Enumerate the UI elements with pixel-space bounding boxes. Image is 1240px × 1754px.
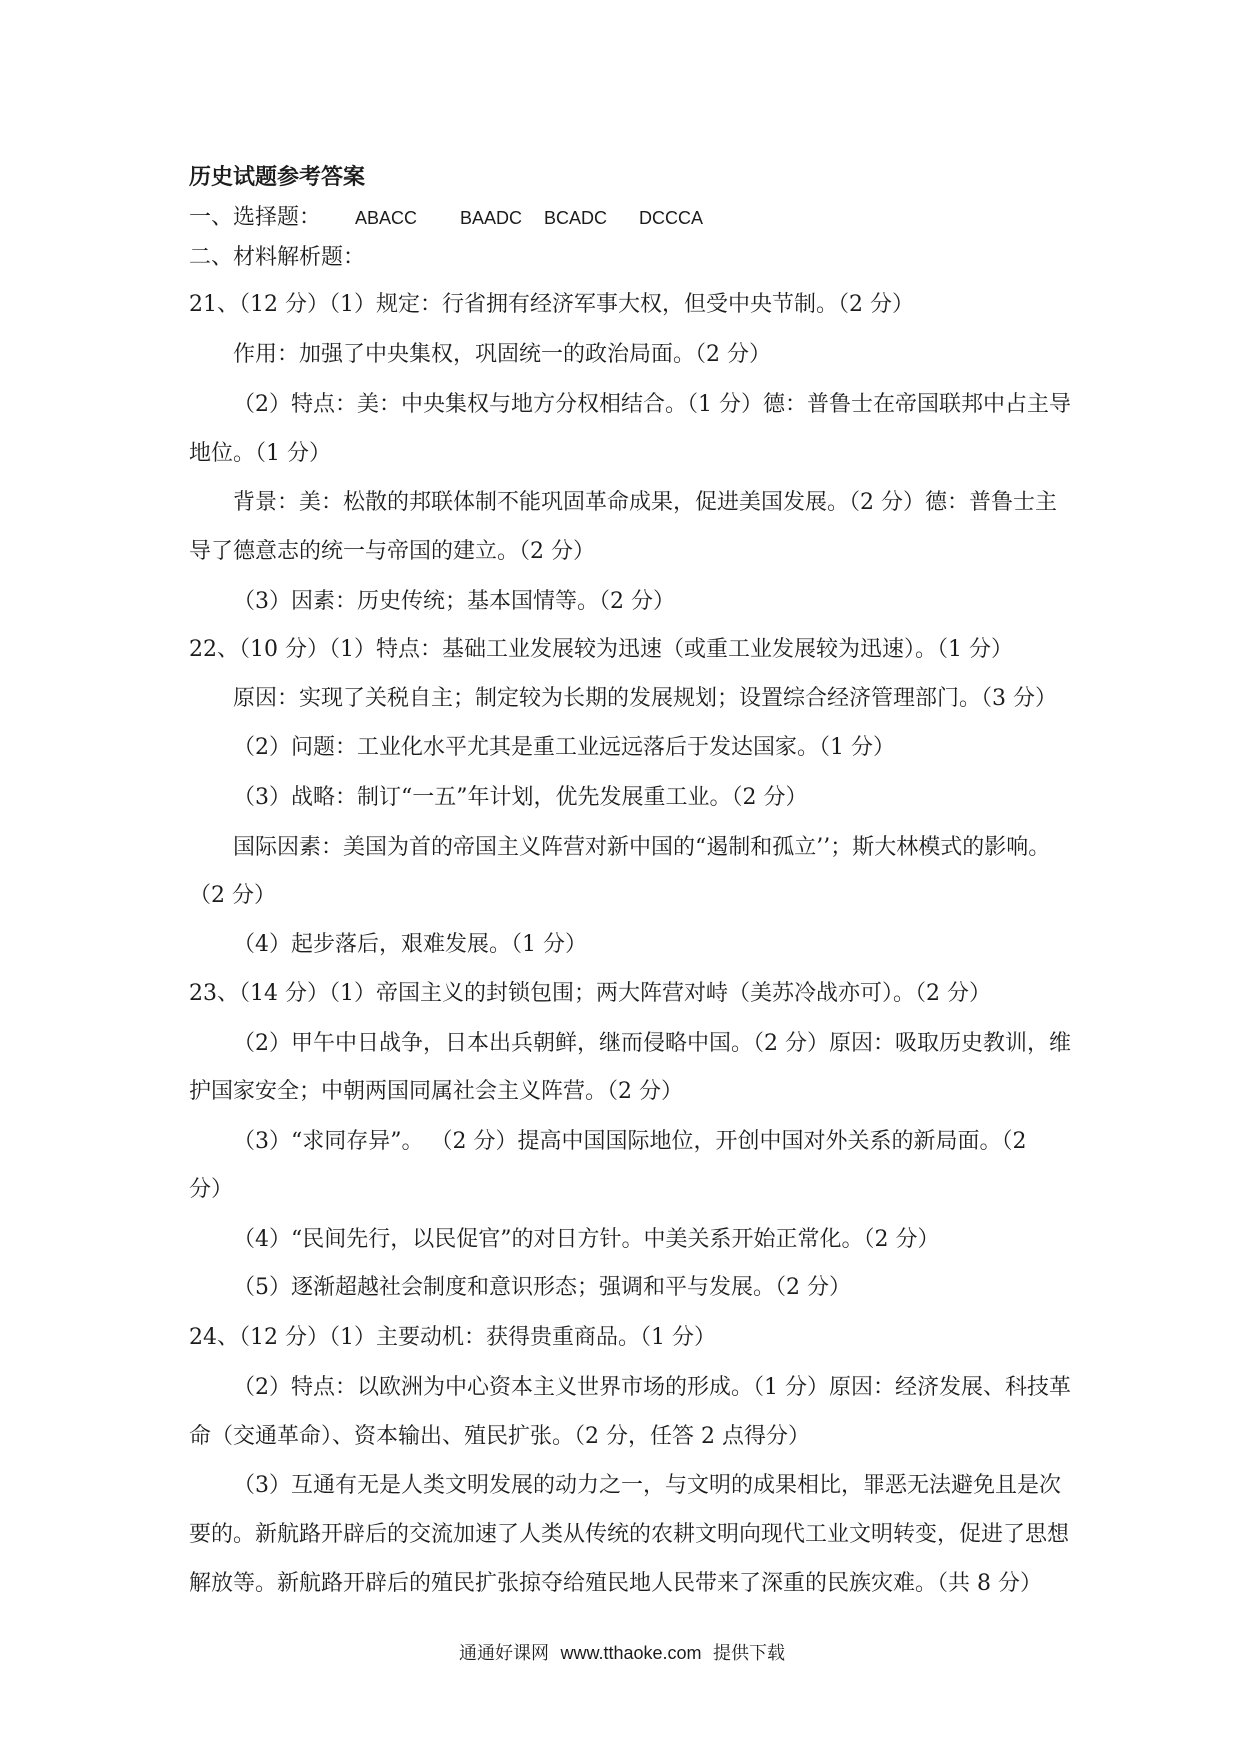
answer-line: （2）特点：美：中央集权与地方分权相结合。（1 分）德：普鲁士在帝国联邦中占主导	[233, 392, 1071, 417]
mcq-answer-group-1: ABACC	[355, 208, 418, 228]
answer-line: 24、（12 分）（1）主要动机：获得贵重商品。（1 分）	[189, 1325, 716, 1350]
answer-line: 原因：实现了关税自主；制定较为长期的发展规划；设置综合经济管理部门。（3 分）	[233, 686, 1057, 711]
page-footer	[302, 1641, 942, 1665]
answer-line: （3）因素：历史传统；基本国情等。（2 分）	[233, 589, 675, 614]
section-heading: 二、材料解析题：	[189, 245, 366, 270]
answer-line: （3）互通有无是人类文明发展的动力之一，与文明的成果相比，罪恶无法避免且是次	[233, 1473, 1061, 1498]
mcq-label: 一、选择题：	[189, 205, 322, 230]
answer-line: 作用：加强了中央集权，巩固统一的政治局面。（2 分）	[233, 342, 771, 367]
footer-download-note: 提供下载	[712, 1643, 785, 1664]
mcq-answer-group-4: DCCCA	[639, 208, 704, 228]
answer-line: （4）起步落后，艰难发展。（1 分）	[233, 932, 587, 957]
answer-line: （2）甲午中日战争，日本出兵朝鲜，继而侵略中国。（2 分）原因：吸取历史教训，维	[233, 1031, 1071, 1056]
answer-line: 命（交通革命）、资本输出、殖民扩张。（2 分，任答 2 点得分）	[189, 1424, 810, 1449]
answer-line: 导了德意志的统一与帝国的建立。（2 分）	[189, 539, 595, 564]
answer-line: 要的。新航路开辟后的交流加速了人类从传统的农耕文明向现代工业文明转变，促进了思想	[189, 1522, 1070, 1547]
answer-line: （3）战略：制订“一五”年计划，优先发展重工业。（2 分）	[233, 785, 808, 810]
answer-line: 22、（10 分）（1）特点：基础工业发展较为迅速（或重工业发展较为迅速）。（1 分）	[189, 637, 1013, 662]
answer-line: 护国家安全；中朝两国同属社会主义阵营。（2 分）	[189, 1079, 683, 1104]
answer-line: 分）	[189, 1177, 234, 1202]
page-title: 历史试题参考答案	[189, 164, 366, 190]
answer-line: （3）“求同存异”。 （2 分）提高中国国际地位，开创中国对外关系的新局面。（2	[233, 1129, 1027, 1154]
footer-site-name: 通通好课网	[459, 1643, 550, 1664]
mcq-answer-group-2: BAADC	[460, 208, 523, 228]
mcq-answer-group-3: BCADC	[544, 208, 608, 228]
answer-line: 23、（14 分）（1）帝国主义的封锁包围；两大阵营对峙（美苏冷战亦可）。（2 分）	[189, 981, 991, 1006]
answer-line: 解放等。新航路开辟后的殖民扩张掠夺给殖民地人民带来了深重的民族灾难。（共 8 分）	[189, 1571, 1042, 1596]
answer-line: 国际因素：美国为首的帝国主义阵营对新中国的“遏制和孤立’’；斯大林模式的影响。	[233, 835, 1051, 860]
answer-line: （5）逐渐超越社会制度和意识形态；强调和平与发展。（2 分）	[233, 1275, 851, 1300]
answer-line: （2）问题：工业化水平尤其是重工业远远落后于发达国家。（1 分）	[233, 735, 895, 760]
footer-url: www.tthaoke.com	[560, 1643, 702, 1663]
answer-line: 背景：美：松散的邦联体制不能巩固革命成果，促进美国发展。（2 分）德：普鲁士主	[233, 490, 1057, 515]
answer-line: （2 分）	[189, 883, 276, 908]
answer-line: （2）特点：以欧洲为中心资本主义世界市场的形成。（1 分）原因：经济发展、科技革	[233, 1375, 1071, 1400]
answer-line: 地位。（1 分）	[189, 441, 331, 466]
answer-line: 21、（12 分）（1）规定：行省拥有经济军事大权，但受中央节制。（2 分）	[189, 292, 914, 317]
answer-line: （4）“民间先行，以民促官”的对日方针。中美关系开始正常化。（2 分）	[233, 1227, 940, 1252]
